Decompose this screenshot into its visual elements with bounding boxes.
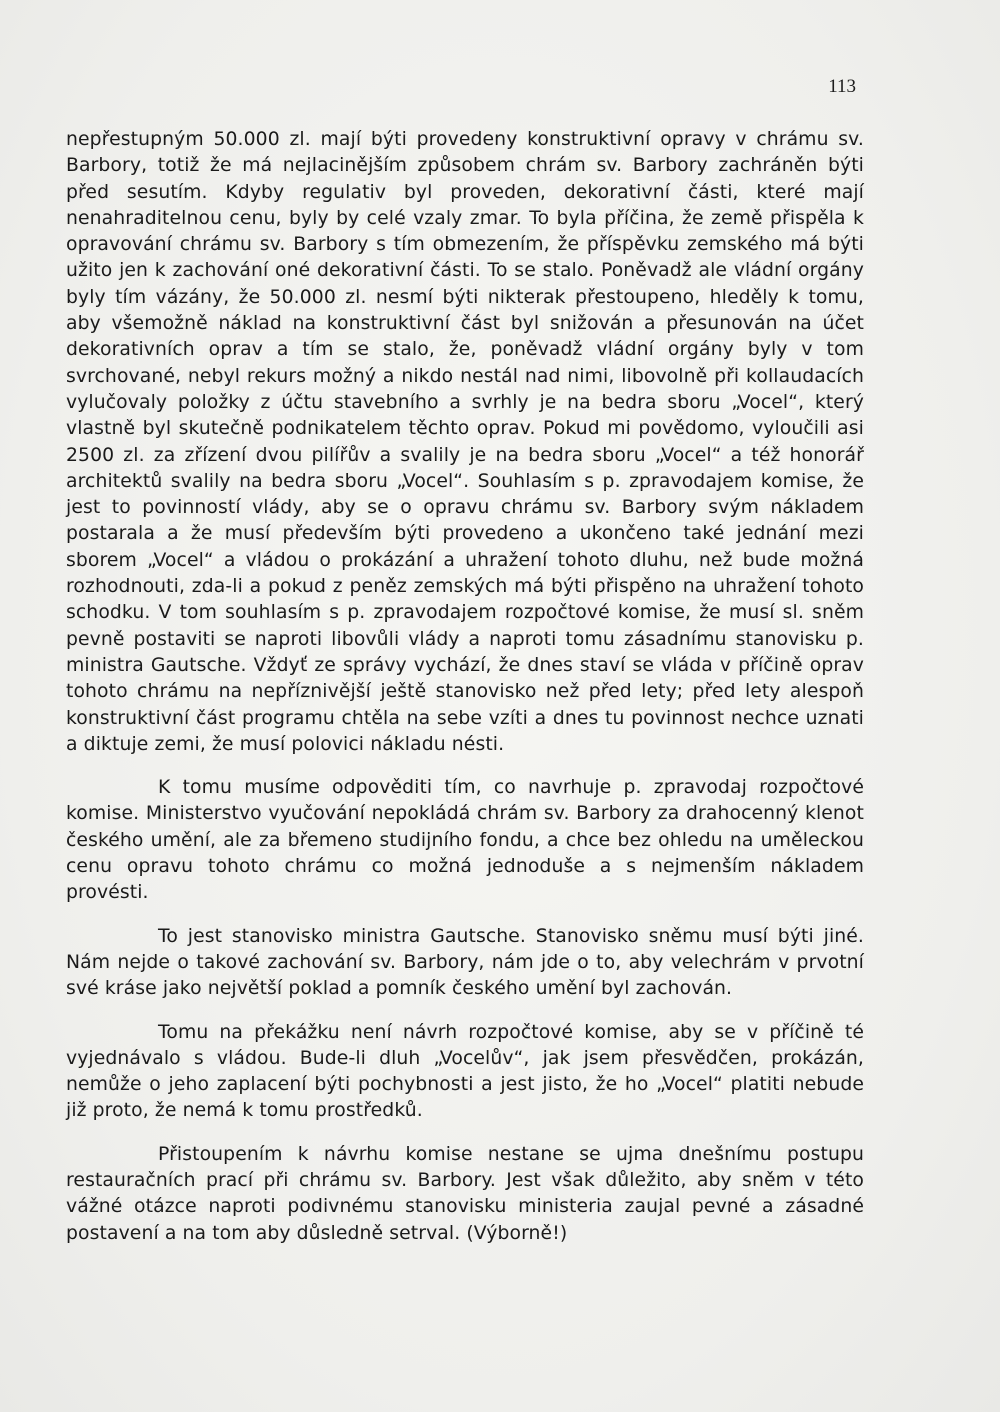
paragraph-3: To jest stanovisko ministra Gautsche. Stanovisko sněmu musí býti jiné. Nám nejde o takové zachování sv. Barbory, nám jde o to, aby velechrám v prvotní své kráse jako největší poklad a pomník českého umění byl zachován. <box>66 925 864 1000</box>
paragraph-5: Přistoupením k návrhu komise nestane se ujma dnešnímu postupu restauračních prací při chrámu sv. Barbory. Jest však důležito, aby sněm v této vážné otázce naproti podivnému stanovisku ministeria zaujal pevné a zásadné postavení a na tom aby důsledně setrval. (Výborně!) <box>66 1143 864 1244</box>
page-number: 113 <box>828 76 856 97</box>
body-text <box>66 127 864 1247</box>
paragraph-1: nepřestupným 50.000 zl. mají býti provedeny konstruktivní opravy v chrámu sv. Barbory, totiž že má nejlacinějším způsobem chrám sv. Barbory zachráněn býti před sesutím. Kdyby regulativ byl proveden, dekorativní části, které mají nenahraditelnou cenu, byly by celé vzaly zmar. To byla příčina, že země přispěla k opravování chrámu sv. Barbory s tím obmezením, že příspěvku zemského má býti užito jen k zachování oné dekorativní části. To se stalo. Poněvadž ale vládní orgány byly tím vázány, že 50.000 zl. nesmí býti nikterak přestoupeno, hleděly k tomu, aby všemožně náklad na konstruktivní část byl snižován a přesunován na účet dekorativních oprav a tím se stalo, že, poněvadž vládní orgány byly v tom svrchované, nebyl rekurs možný a nikdo nestál nad nimi, libovolně při kollaudacích vylučovaly položky z účtu stavebního a svrhly je na bedra sboru „Vocel“, který vlastně byl skutečně podnikatelem těchto oprav. Pokud mi povědomo, vyloučili asi 2500 zl. za zřízení dvou pilířův a svalily je na bedra sboru „Vocel“ a též honorář architektů svalily na bedra sboru „Vocel“. Souhlasím s p. zpravodajem komise, že jest to povinností vlády, aby se o opravu chrámu sv. Barbory svým nákladem postarala a že musí především býti provedeno a ukončeno také jednání mezi sborem „Vocel“ a vládou o prokázání a uhražení tohoto dluhu, než bude možná rozhodnouti, zda-li a pokud z peněz zemských má býti přispěno na uhražení tohoto schodku. V tom souhlasím s p. zpravodajem rozpočtové komise, že musí sl. sněm pevně postaviti se naproti libovůli vlády a naproti tomu zásadnímu stanovisku p. ministra Gautsche. Vždyť ze správy vychází, že dnes staví se vláda v příčině oprav tohoto chrámu na nepříznivější ještě stanovisko než před lety; před lety alespoň konstruktivní část programu chtěla na sebe vzíti a dnes tu povinnost nechce uznati a diktuje zemi, že musí polovici nákladu nésti. <box>66 129 864 755</box>
paragraph-2: K tomu musíme odpověditi tím, co navrhuje p. zpravodaj rozpočtové komise. Ministerstvo vyučování nepokládá chrám sv. Barbory za drahocenný klenot českého umění, ale za břemeno studijního fondu, a chce bez ohledu na uměleckou cenu opravu tohoto chrámu co možná jednoduše a s nejmenším nákladem provésti. <box>66 777 864 904</box>
paragraph-4: Tomu na překážku není návrh rozpočtové komise, aby se v příčině té vyjednávalo s vládou. Bude-li dluh „Vocelův“, jak jsem přesvědčen, prokázán, nemůže o jeho zaplacení býti pochybnosti a jest jisto, že ho „Vocel“ platiti nebude již proto, že nemá k tomu prostředků. <box>66 1021 864 1122</box>
